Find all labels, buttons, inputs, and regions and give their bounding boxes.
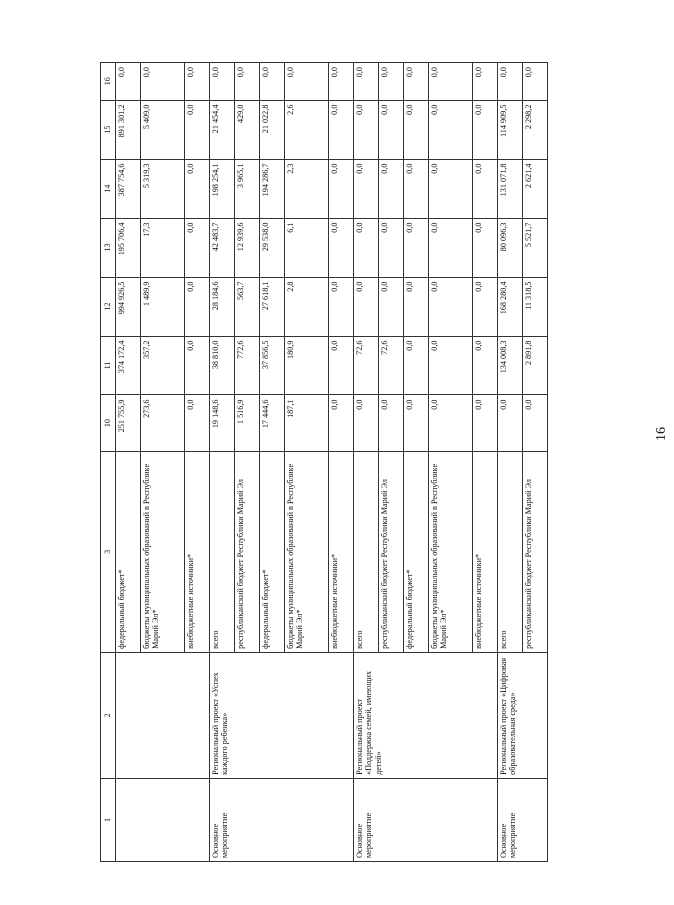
value-cell: 0,0 bbox=[378, 63, 403, 101]
value-cell: 27 618,1 bbox=[259, 277, 284, 336]
value-cell: 0,0 bbox=[522, 395, 547, 451]
value-cell: 0,0 bbox=[353, 159, 378, 218]
value-cell: 195 706,4 bbox=[116, 218, 141, 277]
column-header: 2 bbox=[101, 652, 116, 778]
column-header: 11 bbox=[101, 336, 116, 395]
funding-source-cell: бюджеты муниципальных образований в Республике Марий Эл* bbox=[428, 451, 472, 652]
value-cell: 2 298,2 bbox=[522, 100, 547, 159]
value-cell: 0,0 bbox=[378, 100, 403, 159]
value-cell: 0,0 bbox=[378, 277, 403, 336]
column-header: 14 bbox=[101, 159, 116, 218]
column-header: 13 bbox=[101, 218, 116, 277]
funding-source-cell: республиканский бюджет Республики Марий Эл bbox=[234, 451, 259, 652]
value-cell: 0,0 bbox=[353, 63, 378, 101]
funding-source-cell: внебюджетные источники* bbox=[184, 451, 209, 652]
value-cell: 168 280,4 bbox=[497, 277, 522, 336]
value-cell: 0,0 bbox=[472, 277, 497, 336]
budget-table bbox=[100, 62, 548, 862]
event-type-cell: Основное мероприятие bbox=[497, 778, 547, 861]
project-name-cell: Региональный проект «Успех каждого ребенка» bbox=[209, 652, 353, 778]
value-cell: 21 022,8 bbox=[259, 100, 284, 159]
value-cell: 2,8 bbox=[284, 277, 328, 336]
funding-source-cell: республиканский бюджет Республики Марий Эл bbox=[378, 451, 403, 652]
value-cell: 0,0 bbox=[428, 395, 472, 451]
value-cell: 5 409,0 bbox=[141, 100, 185, 159]
value-cell: 0,0 bbox=[472, 218, 497, 277]
value-cell: 37 856,5 bbox=[259, 336, 284, 395]
value-cell: 134 008,3 bbox=[497, 336, 522, 395]
value-cell: 357,2 bbox=[141, 336, 185, 395]
value-cell: 891 301,2 bbox=[116, 100, 141, 159]
value-cell: 273,6 bbox=[141, 395, 185, 451]
value-cell: 6,1 bbox=[284, 218, 328, 277]
value-cell: 0,0 bbox=[472, 336, 497, 395]
value-cell: 0,0 bbox=[259, 63, 284, 101]
value-cell: 17,3 bbox=[141, 218, 185, 277]
value-cell: 563,7 bbox=[234, 277, 259, 336]
column-header: 1 bbox=[101, 778, 116, 861]
page-number: 16 bbox=[654, 427, 669, 441]
value-cell: 0,0 bbox=[328, 159, 353, 218]
funding-source-cell: всего bbox=[209, 451, 234, 652]
value-cell: 429,0 bbox=[234, 100, 259, 159]
value-cell: 251 755,9 bbox=[116, 395, 141, 451]
value-cell: 0,0 bbox=[497, 395, 522, 451]
value-cell: 0,0 bbox=[184, 336, 209, 395]
funding-source-cell: всего bbox=[497, 451, 522, 652]
funding-source-cell: федеральный бюджет* bbox=[403, 451, 428, 652]
project-name-cell: Региональный проект «Цифровая образовательная среда» bbox=[497, 652, 547, 778]
funding-source-cell: бюджеты муниципальных образований в Республике Марий Эл* bbox=[141, 451, 185, 652]
value-cell: 1 516,9 bbox=[234, 395, 259, 451]
funding-source-cell: бюджеты муниципальных образований в Республике Марий Эл* bbox=[284, 451, 328, 652]
value-cell: 0,0 bbox=[403, 100, 428, 159]
value-cell: 0,0 bbox=[428, 159, 472, 218]
value-cell: 0,0 bbox=[522, 63, 547, 101]
event-type-cell bbox=[116, 778, 210, 861]
value-cell: 0,0 bbox=[328, 336, 353, 395]
value-cell: 0,0 bbox=[328, 218, 353, 277]
value-cell: 0,0 bbox=[353, 395, 378, 451]
funding-source-cell: внебюджетные источники* bbox=[472, 451, 497, 652]
value-cell: 0,0 bbox=[328, 63, 353, 101]
event-type-cell: Основное мероприятие bbox=[353, 778, 497, 861]
column-header: 3 bbox=[101, 451, 116, 652]
funding-source-cell: республиканский бюджет Республики Марий Эл bbox=[522, 451, 547, 652]
value-cell: 0,0 bbox=[328, 100, 353, 159]
value-cell: 387 754,6 bbox=[116, 159, 141, 218]
header-row bbox=[101, 63, 116, 862]
value-cell: 38 810,0 bbox=[209, 336, 234, 395]
value-cell: 114 909,5 bbox=[497, 100, 522, 159]
value-cell: 0,0 bbox=[472, 159, 497, 218]
value-cell: 0,0 bbox=[328, 277, 353, 336]
table-body bbox=[116, 63, 548, 862]
value-cell: 0,0 bbox=[353, 218, 378, 277]
project-name-cell bbox=[116, 652, 210, 778]
value-cell: 0,0 bbox=[284, 63, 328, 101]
value-cell: 0,0 bbox=[472, 100, 497, 159]
value-cell: 180,9 bbox=[284, 336, 328, 395]
value-cell: 131 071,8 bbox=[497, 159, 522, 218]
value-cell: 72,6 bbox=[378, 336, 403, 395]
value-cell: 0,0 bbox=[428, 277, 472, 336]
value-cell: 0,0 bbox=[428, 218, 472, 277]
value-cell: 0,0 bbox=[428, 63, 472, 101]
value-cell: 2 891,8 bbox=[522, 336, 547, 395]
value-cell: 0,0 bbox=[378, 159, 403, 218]
value-cell: 5 319,3 bbox=[141, 159, 185, 218]
table-row bbox=[353, 63, 378, 862]
value-cell: 0,0 bbox=[209, 63, 234, 101]
value-cell: 994 926,5 bbox=[116, 277, 141, 336]
funding-source-cell: всего bbox=[353, 451, 378, 652]
value-cell: 194 286,7 bbox=[259, 159, 284, 218]
column-header: 12 bbox=[101, 277, 116, 336]
value-cell: 0,0 bbox=[403, 159, 428, 218]
value-cell: 42 483,7 bbox=[209, 218, 234, 277]
value-cell: 5 521,7 bbox=[522, 218, 547, 277]
value-cell: 0,0 bbox=[353, 277, 378, 336]
value-cell: 0,0 bbox=[184, 63, 209, 101]
value-cell: 0,0 bbox=[403, 63, 428, 101]
value-cell: 374 172,4 bbox=[116, 336, 141, 395]
value-cell: 0,0 bbox=[472, 63, 497, 101]
value-cell: 187,1 bbox=[284, 395, 328, 451]
value-cell: 28 184,6 bbox=[209, 277, 234, 336]
value-cell: 80 096,3 bbox=[497, 218, 522, 277]
value-cell: 772,6 bbox=[234, 336, 259, 395]
value-cell: 3 965,1 bbox=[234, 159, 259, 218]
value-cell: 0,0 bbox=[403, 277, 428, 336]
value-cell: 0,0 bbox=[184, 395, 209, 451]
value-cell: 0,0 bbox=[184, 159, 209, 218]
funding-source-cell: внебюджетные источники* bbox=[328, 451, 353, 652]
value-cell: 1 489,9 bbox=[141, 277, 185, 336]
value-cell: 11 318,5 bbox=[522, 277, 547, 336]
value-cell: 0,0 bbox=[403, 395, 428, 451]
value-cell: 29 538,0 bbox=[259, 218, 284, 277]
event-type-cell: Основное мероприятие bbox=[209, 778, 353, 861]
value-cell: 2,6 bbox=[284, 100, 328, 159]
value-cell: 0,0 bbox=[184, 100, 209, 159]
column-header: 10 bbox=[101, 395, 116, 451]
table-row bbox=[497, 63, 522, 862]
funding-source-cell: федеральный бюджет* bbox=[259, 451, 284, 652]
value-cell: 0,0 bbox=[353, 100, 378, 159]
table-row bbox=[209, 63, 234, 862]
value-cell: 17 444,6 bbox=[259, 395, 284, 451]
value-cell: 19 148,6 bbox=[209, 395, 234, 451]
value-cell: 21 454,4 bbox=[209, 100, 234, 159]
value-cell: 2 621,4 bbox=[522, 159, 547, 218]
value-cell: 0,0 bbox=[141, 63, 185, 101]
value-cell: 0,0 bbox=[428, 100, 472, 159]
table-row bbox=[116, 63, 141, 862]
project-name-cell: Региональный проект «Поддержка семей, имеющих детей» bbox=[353, 652, 497, 778]
value-cell: 72,6 bbox=[353, 336, 378, 395]
value-cell: 0,0 bbox=[403, 336, 428, 395]
value-cell: 0,0 bbox=[116, 63, 141, 101]
value-cell: 0,0 bbox=[378, 395, 403, 451]
column-header: 16 bbox=[101, 63, 116, 101]
value-cell: 0,0 bbox=[184, 277, 209, 336]
value-cell: 198 254,1 bbox=[209, 159, 234, 218]
value-cell: 0,0 bbox=[184, 218, 209, 277]
value-cell: 0,0 bbox=[472, 395, 497, 451]
value-cell: 2,3 bbox=[284, 159, 328, 218]
value-cell: 0,0 bbox=[497, 63, 522, 101]
funding-source-cell: федеральный бюджет* bbox=[116, 451, 141, 652]
value-cell: 0,0 bbox=[328, 395, 353, 451]
value-cell: 12 939,6 bbox=[234, 218, 259, 277]
value-cell: 0,0 bbox=[378, 218, 403, 277]
value-cell: 0,0 bbox=[403, 218, 428, 277]
value-cell: 0,0 bbox=[428, 336, 472, 395]
rotated-table-container bbox=[100, 62, 548, 862]
column-header: 15 bbox=[101, 100, 116, 159]
value-cell: 0,0 bbox=[234, 63, 259, 101]
